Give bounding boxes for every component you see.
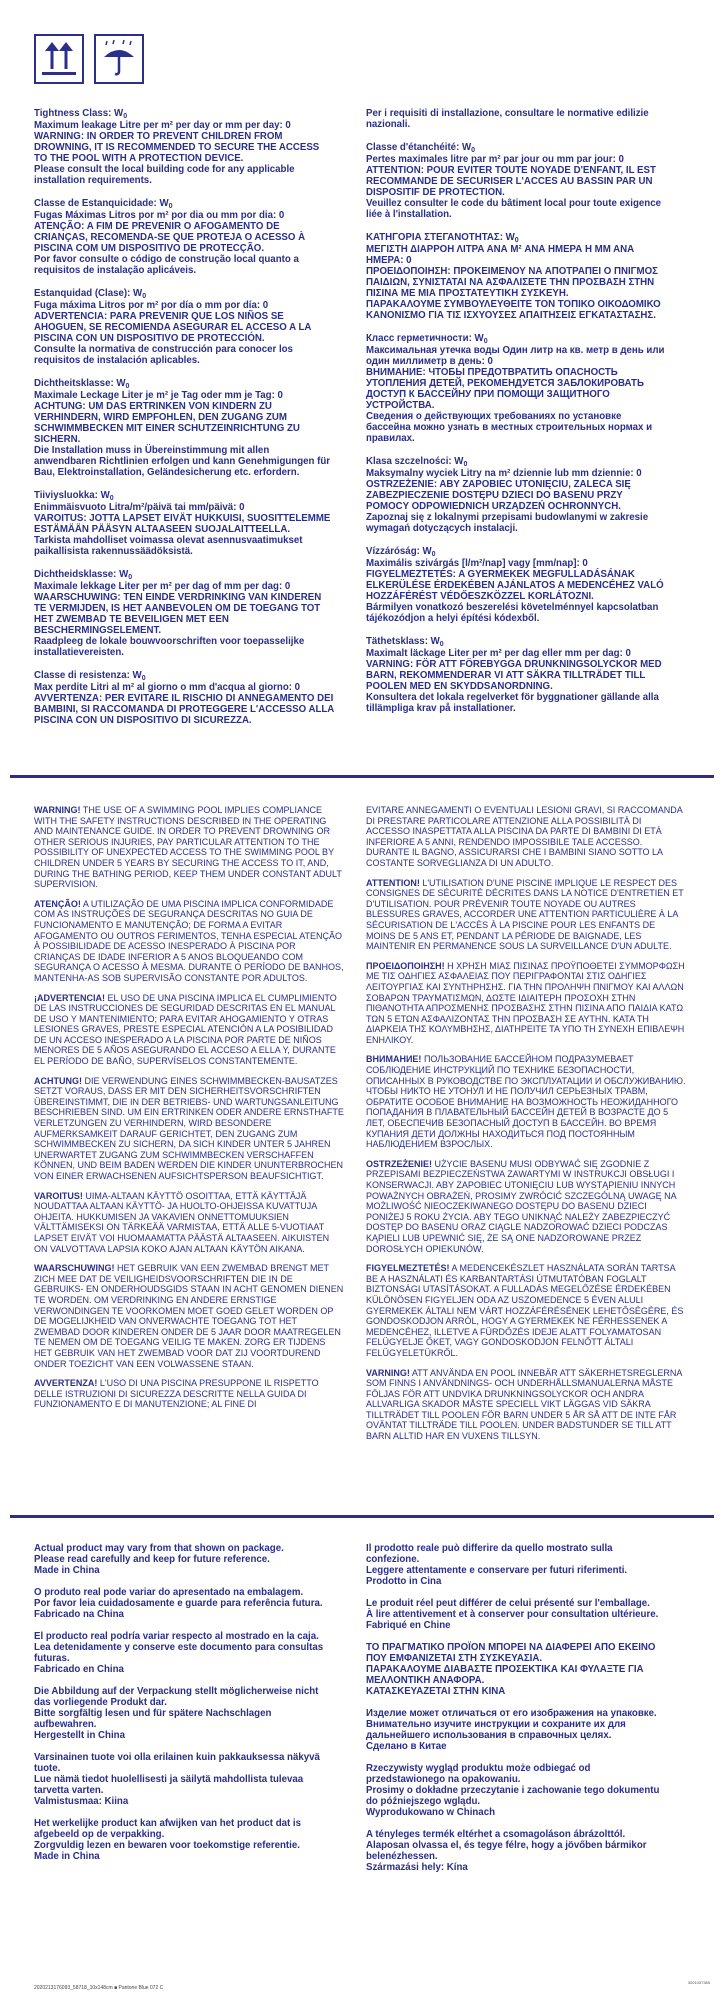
- warning-paragraph: [34, 1263, 344, 1369]
- tightness-class-index: 0: [471, 147, 476, 154]
- warning-lead: FIGYELMEZTETÉS!: [366, 1263, 450, 1274]
- origin-block: [366, 1763, 666, 1818]
- warning-lead: ACHTUNG!: [34, 1075, 82, 1086]
- origin-block: [34, 1752, 334, 1807]
- warning-paragraph: [34, 1378, 344, 1410]
- tightness-class-index: 0: [141, 675, 146, 682]
- tightness-line: Veuillez consulter le code du bâtiment local pour toute exigence liée à l'installation.: [366, 198, 661, 220]
- tightness-block: [34, 490, 334, 557]
- tightness-line: Tarkista mahdolliset voimassa olevat asennusvaatimukset paikallisista rakennussäädöksistä.: [34, 535, 303, 557]
- origin-line: Lue nämä tiedot huolellisesti ja säilytä mahdollista tulevaa tarvetta varten.: [34, 1774, 304, 1796]
- tightness-column-left: [34, 108, 334, 738]
- warning-text: HET GEBRUIK VAN EEN ZWEMBAD BRENGT MET ZICH MEE DAT DE VEILIGHEIDSVOORSCHRIFTEN DIE IN DE GEBRUIKS- EN ONDERHOUDSGIDS STAAN IN ACHT GENOMEN DIENEN TE WORDEN. OM VERDRINKING EN ANDERE ERNSTIGE VERWONDINGEN TE VOORKOMEN MOET GOED GELET WORDEN OP DE MOGELIJKHEID VAN ONVERWACHTE TOEGANG TOT HET ZWEMBAD DOOR KINDEREN ONDER DE 5 JAAR DOOR MAATREGELEN TE NEMEN OM DE TOEGANG VEILIG TE MAKEN. ZORG ER TIJDENS HET GEBRUIK VAN HET ZWEMBAD VOOR DAT ZIJ VOORTDUREND ONDER TOEZICHT VAN EEN VOLWASSENE STAAN.: [34, 1263, 344, 1369]
- tightness-title: [34, 569, 334, 581]
- tightness-line: VARNING: FÖR ATT FÖREBYGGA DRUNKNINGSOLYCKOR MED BARN, REKOMMENDERAR VI ATT SÄKRA TILLTRÄDET TILL POOLEN MED EN SKYDDSANORDNING.: [366, 659, 662, 692]
- origin-block: [366, 1829, 666, 1873]
- tightness-block: [366, 456, 666, 534]
- origin-line: ΠΑΡΑΚΑΛΟΥΜΕ ΔΙΑΒΑΣΤΕ ΠΡΟΣΕΚΤΙΚΑ ΚΑΙ ΦΥΛΑΞΤΕ ΓΙΑ ΜΕΛΛΟΝΤΙΚΗ ΑΝΑΦΟΡΑ.: [366, 1664, 644, 1686]
- tightness-line: ΠΑΡΑΚΑΛΟΥΜΕ ΣΥΜΒΟΥΛΕΥΘΕΙΤΕ ΤΟΝ ΤΟΠΙΚΟ ΟΙΚΟΔΟΜΙΚΟ ΚΑΝΟΝΙΣΜΟ ΓΙΑ ΤΙΣ ΙΣΧΥΟΥΣΕΣ ΑΠΑΙΤΗΣΕΙΣ ΕΓΚΑΤΑΣΤΑΣΗΣ.: [366, 299, 661, 321]
- tightness-block: [34, 569, 334, 658]
- warning-paragraph: [34, 993, 344, 1067]
- tightness-line: Bármilyen vonatkozó beszerelési követelménnyel kapcsolatban tájékozódjon a helyi építési kódexből.: [366, 602, 659, 624]
- tightness-title-text: Classe di resistenza: W: [34, 670, 142, 681]
- warning-text: A UTILIZAÇÃO DE UMA PISCINA IMPLICA CONFORMIDADE COM AS INSTRUÇÕES DE SEGURANÇA DESCRITAS NO GUIA DE FUNCIONAMENTO E MANUTENÇÃO; DE FORMA A EVITAR AFOGAMENTO OU OUTROS FERIMENTOS, TENHA ESPECIAL ATENÇÃO À POSSIBILIDADE DE ACESSO INESPERADO À PISCINA POR CRIANÇAS DE IDADE INFERIOR A 5 ANOS BLOQUEANDO COM SEGURANÇA O ACESSO À MESMA. DURANTE O PERÍODO DE BANHOS, MANTENHA-AS SOB SUPERVISÃO CONSTANTE POR ADULTOS.: [34, 898, 344, 983]
- tightness-title-text: Classe d'étanchéité: W: [366, 142, 472, 153]
- tightness-line: AVVERTENZA: PER EVITARE IL RISCHIO DI ANNEGAMENTO DEI BAMBINI, SI RACCOMANDA DI PROTEGGERE L'ACCESSO ALLA PISCINA CON UN DISPOSITIVO DI SICUREZZA.: [34, 693, 334, 726]
- warning-paragraph: [366, 1159, 686, 1254]
- document-code: 3001057385: [687, 1980, 710, 1985]
- warning-lead: ATENÇÃO!: [34, 898, 81, 909]
- tightness-block: [34, 288, 334, 366]
- tightness-line: VAROITUS: JOTTA LAPSET EIVÄT HUKKUISI, SUOSITTELEMME ESTÄMÄÄN PÄÄSYN ALTAASEEN SUOJALAITTEELLA.: [34, 513, 331, 535]
- warning-text: UŻYCIE BASENU MUSI ODBYWAĆ SIĘ ZGODNIE Z PRZEPISAMI BEZPIECZEŃSTWA ZAWARTYMI W INSTRUKCJI OBSŁUGI I KONSERWACJI. ABY ZAPOBIEC UTONIĘCIU LUB WYSTĄPIENIU INNYCH POWAŻNYCH OBRAŻEŃ, PROSIMY ZWRÓCIĆ SZCZEGÓLNĄ UWAGĘ NA MOŻLIWOŚĆ NIEOCZEKIWANEGO DOSTĘPU DO BASENU DZIECI PONIŻEJ 5 ROKU ŻYCIA. ABY TEGO UNIKNĄĆ NALEŻY ZABEZPIECZYĆ DOSTĘP DO BASENU ORAZ CIĄGLE NADZOROWAĆ DZIECI PODCZAS KĄPIELI LUB UPEWNIĆ SIĘ, ŻE SĄ ONE NADZOROWANE PRZEZ DOROSŁYCH OPIEKUNÓW.: [366, 1158, 677, 1254]
- tightness-line: WARNING: IN ORDER TO PREVENT CHILDREN FROM DROWNING, IT IS RECOMMENDED TO SECURE THE ACCESS TO THE POOL WITH A PROTECTION DEVICE.: [34, 131, 320, 164]
- origin-line: Изделие может отличаться от его изображения на упаковке.: [366, 1708, 657, 1719]
- tightness-line: FIGYELMEZTETÉS: A GYERMEKEK MEGFULLADÁSÁNAK ELKERÜLÉSE ÉRDEKÉBEN AJÁNLATOS A MEDENCÉHEZ VALÓ HOZZÁFÉRÉST VÉDŐESZKÖZZEL KORLÁTOZNI.: [366, 569, 664, 602]
- origin-line: Actual product may vary from that shown on package.: [34, 1543, 284, 1554]
- origin-column-right: [366, 1543, 666, 1884]
- tightness-title: [366, 456, 666, 468]
- tightness-line: OSTRZEŻENIE: ABY ZAPOBIEC UTONIĘCIU, ZALECA SIĘ ZABEZPIECZENIE DOSTĘPU DZIECI DO BASENU PRZY POMOCY ODPOWIEDNICH URZĄDZEŃ OCHRONNYCH.: [366, 479, 631, 512]
- tightness-block: [366, 108, 666, 130]
- tightness-title-text: Класс герметичности: W: [366, 333, 484, 344]
- section-divider: [10, 1515, 714, 1518]
- tightness-class-index: 0: [142, 293, 147, 300]
- origin-line: Fabriqué en Chine: [366, 1620, 451, 1631]
- origin-line: Rzeczywisty wygląd produktu może odbiegać od przedstawionego na opakowaniu.: [366, 1763, 591, 1785]
- warning-text: L'UTILISATION D'UNE PISCINE IMPLIQUE LE RESPECT DES CONSIGNES DE SÉCURITÉ DÉCRITES DANS LA NOTICE D'ENTRETIEN ET D'UTILISATION. POUR PRÉVENIR TOUTE NOYADE OU AUTRES BLESSURES GRAVES, ACCORDER UNE ATTENTION PARTICULIÈRE À LA SÉCURISATION DE L'ACCÈS À LA PISCINE POUR LES ENFANTS DE MOINS DE 5 ANS ET, PENDANT LA PÉRIODE DE BAIGNADE, LES MAINTENIR EN PERMANENCE SOUS LA SURVEILLANCE D'UN ADULTE.: [366, 877, 684, 952]
- tightness-title: [34, 288, 334, 300]
- tightness-block: [34, 378, 334, 478]
- tightness-line: Maximalt läckage Liter per m² per dag eller mm per dag: 0: [366, 648, 631, 659]
- origin-line: Alaposan olvassa el, és tegye félre, hogy a jövőben bármikor belenézhessen.: [366, 1840, 647, 1862]
- warning-text: ПОЛЬЗОВАНИЕ БАССЕЙНОМ ПОДРАЗУМЕВАЕТ СОБЛЮДЕНИЕ ИНСТРУКЦИЙ ПО ТЕХНИКЕ БЕЗОПАСНОСТИ, ОПИСАННЫХ В РУКОВОДСТВЕ ПО ЭКСПЛУАТАЦИИ И ОБСЛУЖИВАНИЮ. ЧТОБЫ НИКТО НЕ УТОНУЛ И НЕ ПОЛУЧИЛ СЕРЬЕЗНЫХ ТРАВМ, ОБРАТИТЕ ОСОБОЕ ВНИМАНИЕ НА ВОЗМОЖНОСТЬ НЕОЖИДАННОГО ПОПАДАНИЯ В ПЛАВАТЕЛЬНЫЙ БАССЕЙН ДЕТЕЙ В ВОЗРАСТЕ ДО 5 ЛЕТ, ОБЕСПЕЧИВ БЕЗОПАСНЫЙ ДОСТУП В БАССЕЙН. ВО ВРЕМЯ КУПАНИЯ ДЕТИ ДОЛЖНЫ НАХОДИТЬСЯ ПОД ПОСТОЯННЫМ НАБЛЮДЕНИЕМ ВЗРОСЛЫХ.: [366, 1054, 686, 1150]
- tightness-line: Konsultera det lokala regelverket för byggnationer gällande alla tillämpliga krav på installationer.: [366, 692, 659, 714]
- tightness-line: ACHTUNG: UM DAS ERTRINKEN VON KINDERN ZU VERHINDERN, WIRD EMPFOHLEN, DEN ZUGANG ZUM SCHWIMMBECKEN MIT EINER SCHUTZEINRICHTUNG ZU SICHERN.: [34, 401, 300, 445]
- warning-paragraph: [34, 899, 344, 984]
- tightness-block: [366, 232, 666, 321]
- tightness-line: Please consult the local building code for any applicable installation requirements.: [34, 164, 295, 186]
- tightness-line: ATENÇÃO: A FIM DE PREVENIR O AFOGAMENTO DE CRIANÇAS, RECOMENDA-SE QUE PROTEJA O ACESSO À PISCINA COM UM DISPOSITIVO DE PROTECÇÃO.: [34, 221, 306, 254]
- section-divider: [10, 775, 714, 778]
- tightness-title: [34, 490, 334, 502]
- warnings-column-left: [34, 805, 344, 1419]
- origin-line: Leggere attentamente e conservare per futuri riferimenti.: [366, 1565, 628, 1576]
- origin-line: O produto real pode variar do apresentado na embalagem.: [34, 1587, 304, 1598]
- warning-paragraph: [34, 1076, 344, 1182]
- tightness-class-index: 0: [123, 113, 128, 120]
- warning-lead: ATTENTION!: [366, 877, 420, 888]
- tightness-line: Fugas Máximas Litros por m² por dia ou mm por dia: 0: [34, 210, 285, 221]
- tightness-block: [34, 108, 334, 186]
- tightness-block: [366, 142, 666, 220]
- origin-block: [366, 1543, 666, 1587]
- tightness-line: Enimmäisvuoto Litra/m²/päivä tai mm/päivä: 0: [34, 502, 245, 513]
- tightness-class-index: 0: [431, 551, 436, 558]
- warning-paragraph: [34, 805, 344, 890]
- tightness-title: [366, 636, 666, 648]
- origin-block: [366, 1708, 666, 1752]
- warning-lead: VARNING!: [366, 1367, 410, 1378]
- warning-lead: WAARSCHUWING!: [34, 1263, 115, 1274]
- origin-block: [34, 1587, 334, 1620]
- print-info: 2020213176093_58718_10x148cm ■ Pantone Blue 072 C: [34, 1985, 164, 1991]
- tightness-line: ΠΡΟΕΙΔΟΠΟΙΗΣΗ: ΠΡΟΚΕΙΜΕΝΟΥ ΝΑ ΑΠΟΤΡΑΠΕΙ Ο ΠΝΙΓΜΟΣ ΠΑΙΔΙΩΝ, ΣΥΝΙΣΤΑΤΑΙ ΝΑ ΑΣΦΑΛΙΣΕΤΕ ΤΗΝ ΠΡΟΣΒΑΣΗ ΣΤΗΝ ΠΙΣΙΝΑ ΜΕ ΜΙΑ ΠΡΟΣΤΑΤΕΥΤΙΚΗ ΣΥΣΚΕΥΗ.: [366, 266, 658, 299]
- tightness-title-text: Vízzáróság: W: [366, 546, 432, 557]
- tightness-title-text: Tightness Class: W: [34, 108, 124, 119]
- warning-paragraph: [366, 1054, 686, 1149]
- origin-line: Prodotto in Cina: [366, 1576, 442, 1587]
- warning-paragraph: [366, 961, 686, 1046]
- tightness-title: [34, 198, 334, 210]
- tightness-block: [366, 546, 666, 624]
- warning-lead: OSTRZEŻENIE!: [366, 1158, 433, 1169]
- tightness-line: Maximale Leckage Liter je m² je Tag oder mm je Tag: 0: [34, 390, 283, 401]
- warning-text: THE USE OF A SWIMMING POOL IMPLIES COMPLIANCE WITH THE SAFETY INSTRUCTIONS DESCRIBED IN THE OPERATING AND MAINTENANCE GUIDE. IN ORDER TO PREVENT DROWNING OR OTHER SERIOUS INJURIES, PAY PARTICULAR ATTENTION TO THE POSSIBILITY OF UNEXPECTED ACCESS TO THE SWIMMING POOL BY CHILDREN UNDER 5 YEARS BY SECURING THE ACCESS TO IT, AND, DURING THE BATHING PERIOD, KEEP THEM UNDER CONSTANT ADULT SUPERVISION.: [34, 805, 342, 890]
- origin-line: Fabricado en China: [34, 1664, 124, 1675]
- tightness-line: Maximális szivárgás [l/m²/nap] vagy [mm/nap]: 0: [366, 558, 588, 569]
- tightness-line: Pertes maximales litre par m² par jour ou mm par jour: 0: [366, 154, 624, 165]
- origin-block: [34, 1686, 334, 1741]
- tightness-line: Consulte la normativa de construcción para conocer los requisitos de instalación aplicables.: [34, 344, 293, 366]
- tightness-title-text: Estanquidad (Clase): W: [34, 288, 143, 299]
- tightness-line: Zapoznaj się z lokalnymi przepisami budowlanymi w zakresie wymagań dotyczących instalacji.: [366, 512, 649, 534]
- warning-paragraph: [366, 878, 686, 952]
- tightness-line: ADVERTENCIA: PARA PREVENIR QUE LOS NIÑOS SE AHOGUEN, SE RECOMIENDA ASEGURAR EL ACCESO A LA PISCINA CON UN DISPOSITIVO DE PROTECCIÓN.: [34, 311, 312, 344]
- origin-line: Le produit réel peut différer de celui présenté sur l'emballage.: [366, 1598, 650, 1609]
- tightness-title: [366, 232, 666, 244]
- tightness-class-index: 0: [125, 383, 130, 390]
- origin-line: Fabricado na China: [34, 1609, 124, 1620]
- warning-text: EL USO DE UNA PISCINA IMPLICA EL CUMPLIMIENTO DE LAS INSTRUCCIONES DE SEGURIDAD DESCRITAS EN EL MANUAL DE USO Y MANTENIMIENTO; PARA EVITAR AHOGAMIENTO Y OTRAS LESIONES GRAVES, PRESTE ESPECIAL ATENCIÓN A LA POSIBILIDAD DE UN ACCESO INESPERADO A LA PISCINA POR PARTE DE NIÑOS MENORES DE 5 AÑOS ASEGURANDO EL ACCESO A ELLA Y, DURANTE EL PERÍODO DE BAÑO, SUPERVÍSELOS CONSTANTEMENTE.: [34, 992, 337, 1067]
- tightness-class-index: 0: [109, 495, 114, 502]
- tightness-title: [366, 142, 666, 154]
- origin-line: A tényleges termék eltérhet a csomagoláson ábrázolttól.: [366, 1829, 626, 1840]
- tightness-line: Per i requisiti di installazione, consultare le normative edilizie nazionali.: [366, 108, 649, 130]
- tightness-title-text: Dichtheitsklasse: W: [34, 378, 126, 389]
- warning-lead: ΠΡΟΕΙΔΟΠΟΙΗΣΗ!: [366, 960, 445, 971]
- origin-line: Het werkelijke product kan afwijken van het product dat is afgebeeld op de verpakking.: [34, 1818, 302, 1840]
- origin-line: Lea detenidamente y conserve este documento para consultas futuras.: [34, 1642, 324, 1664]
- warning-paragraph: [366, 1368, 686, 1442]
- this-side-up-arrows-icon: [34, 34, 84, 84]
- warning-lead: VAROITUS!: [34, 1190, 83, 1201]
- origin-line: ΚΑΤΑΣΚΕΥΑΖΕΤΑΙ ΣΤΗΝ ΚΙΝΑ: [366, 1686, 506, 1697]
- tightness-line: ΜΕΓΙΣΤΗ ΔΙΑΡΡΟΗ ΛΙΤΡΑ ΑΝΑ M² ΑΝΑ ΗΜΕΡΑ Η ΜΜ ΑΝΑ ΗΜΕΡΑ: 0: [366, 244, 635, 266]
- warning-text: ATT ANVÄNDA EN POOL INNEBÄR ATT SÄKERHETSREGLERNA SOM FINNS I ANVÄNDNINGS- OCH UNDERHÅLLSMANUALERNA MÅSTE FÖLJAS FÖR ATT UNDVIKA DRUNKNINGSOLYCKOR OCH ANDRA ALLVARLIGA SKADOR MÅSTE SPECIELL VIKT LÄGGAS VID SÄKRA TILLTRÄDET TILL POOLEN FÖR BARN UNDER 5 ÅR SÅ ATT DE INTE FÅR OVÄNTAT TILLTRÄDE TILL POOLEN. UNDER BADSTUNDER SE TILL ATT BARN ALLTID HAR EN VUXENS TILLSYN.: [366, 1367, 682, 1442]
- tightness-title-text: Classe de Estanquicidade: W: [34, 198, 169, 209]
- tightness-title-text: ΚΑΤΗΓΟΡΙΑ ΣΤΕΓΑΝΟΤΗΤΑΣ: W: [366, 232, 515, 243]
- tightness-line: Maximale lekkage Liter per m² per dag of mm per dag: 0: [34, 581, 291, 592]
- warning-paragraph: [34, 1191, 344, 1255]
- handling-icons: [34, 34, 144, 84]
- origin-line: Сделано в Китае: [366, 1741, 447, 1752]
- origin-line: Внимательно изучите инструкции и сохраните их для дальнейшего использования в справочных целях.: [366, 1719, 626, 1741]
- warning-text: EVITARE ANNEGAMENTI O EVENTUALI LESIONI GRAVI, SI RACCOMANDA DI PRESTARE PARTICOLARE ATTENZIONE ALLA POSSIBILITÀ DI ACCESSO INASPETTATA ALLA PISCINA DA PARTE DI BAMBINI DI ETÀ INFERIORE A 5 ANNI, RENDENDO IMPOSSIBILE TALE ACCESSO. DURANTE IL BAGNO, ASSICURARSI CHE I BAMBINI SIANO SOTTO LA COSTANTE SORVEGLIANZA DI UN ADULTO.: [366, 805, 683, 868]
- tightness-line: Maksymalny wyciek Litry na m² dziennie lub mm dziennie: 0: [366, 468, 642, 479]
- tightness-block: [34, 670, 334, 726]
- tightness-line: Fuga máxima Litros por m² por día o mm por día: 0: [34, 300, 269, 311]
- origin-line: Bitte sorgfältig lesen und für spätere Nachschlagen aufbewahren.: [34, 1708, 272, 1730]
- origin-line: Származási hely: Kína: [366, 1862, 468, 1873]
- origin-block: [34, 1818, 334, 1862]
- tightness-title: [34, 378, 334, 390]
- warning-text: L'USO DI UNA PISCINA PRESUPPONE IL RISPETTO DELLE ISTRUZIONI DI SICUREZZA DESCRITTE NELLA GUIDA DI FUNZIONAMENTO E DI MANUTENZIONE; AL FINE DI: [34, 1378, 319, 1410]
- origin-line: Por favor leia cuidadosamente e guarde para referência futura.: [34, 1598, 323, 1609]
- tightness-line: ВНИМАНИЕ: ЧТОБЫ ПРЕДОТВРАТИТЬ ОПАСНОСТЬ УТОПЛЕНИЯ ДЕТЕЙ, РЕКОМЕНДУЕТСЯ ЗАБЛОКИРОВАТЬ ДОСТУП К БАССЕЙНУ ПРИ ПОМОЩИ ЗАЩИТНОГО УСТРОЙСТВА.: [366, 367, 644, 411]
- origin-line: Made in China: [34, 1851, 100, 1862]
- tightness-class-index: 0: [439, 641, 444, 648]
- tightness-title-text: Dichtheidsklasse: W: [34, 569, 129, 580]
- origin-line: Wyprodukowano w Chinach: [366, 1807, 495, 1818]
- tightness-line: ATTENTION: POUR EVITER TOUTE NOYADE D'ENFANT, IL EST RECOMMANDE DE SECURISER L'ACCES AU BASSIN PAR UN DISPOSITIF DE PROTECTION.: [366, 165, 656, 198]
- warning-paragraph: [366, 1263, 686, 1358]
- tightness-title: [366, 333, 666, 345]
- tightness-title-text: Klasa szczelności: W: [366, 456, 464, 467]
- origin-line: ΤΟ ΠΡΑΓΜΑΤΙΚΟ ΠΡΟΪΟΝ ΜΠΟΡΕΙ ΝΑ ΔΙΑΦΕΡΕΙ ΑΠΟ ΕΚΕΙΝΟ ΠΟΥ ΕΜΦΑΝΙΖΕΤΑΙ ΣΤΗ ΣΥΣΚΕΥΑΣΙΑ.: [366, 1642, 656, 1664]
- tightness-title: [34, 108, 334, 120]
- tightness-class-index: 0: [128, 574, 133, 581]
- tightness-class-index: 0: [483, 338, 488, 345]
- tightness-line: Die Installation muss in Übereinstimmung mit allen anwendbaren Richtlinien erfolgen und kann Genehmigungen für Bau, Elektroinstallation, Geländesicherung etc. erfordern.: [34, 445, 331, 478]
- tightness-class-index: 0: [514, 237, 519, 244]
- tightness-block: [366, 333, 666, 444]
- tightness-line: Сведения о действующих требованиях по установке бассейна можно узнать в местных строительных нормах и правилах.: [366, 411, 653, 444]
- origin-line: Il prodotto reale può differire da quello mostrato sulla confezione.: [366, 1543, 613, 1565]
- origin-block: [34, 1543, 334, 1576]
- tightness-block: [366, 636, 666, 714]
- warning-text: Η ΧΡΗΣΗ ΜΙΑΣ ΠΙΣΙΝΑΣ ΠΡΟΫΠΟΘΕΤΕΙ ΣΥΜΜΟΡΦΩΣΗ ΜΕ ΤΙΣ ΟΔΗΓΙΕΣ ΑΣΦΑΛΕΙΑΣ ΠΟΥ ΠΕΡΙΓΡΑΦΟΝΤΑΙ ΣΤΙΣ ΟΔΗΓΙΕΣ ΛΕΙΤΟΥΡΓΙΑΣ ΚΑΙ ΣΥΝΤΗΡΗΣΗΣ. ΓΙΑ ΤΗΝ ΠΡΟΛΗΨΗ ΠΝΙΓΜΟΥ ΚΑΙ ΑΛΛΩΝ ΣΟΒΑΡΩΝ ΤΡΑΥΜΑΤΙΣΜΩΝ, ΔΩΣΤΕ ΙΔΙΑΙΤΕΡΗ ΠΡΟΣΟΧΗ ΣΤΗΝ ΠΙΘΑΝΟΤΗΤΑ ΑΠΡΟΣΜΕΝΗΣ ΠΡΟΣΒΑΣΗΣ ΣΤΗΝ ΠΙΣΙΝΑ ΑΠΟ ΠΑΙΔΙΑ ΚΑΤΩ ΤΩΝ 5 ΕΤΩΝ ΑΣΦΑΛΙΖΟΝΤΑΣ ΤΗΝ ΠΡΟΣΒΑΣΗ ΣΕ ΑΥΤΗΝ. ΚΑΤΑ ΤΗ ΔΙΑΡΚΕΙΑ ΤΗΣ ΚΟΛΥΜΒΗΣΗΣ, ΔΙΑΤΗΡΕΙΤΕ ΤΑ ΥΠΟ ΤΗ ΣΥΝΕΧΗ ΕΠΙΒΛΕΨΗ ΕΝΗΛΙΚΟΥ.: [366, 960, 685, 1045]
- origin-line: Zorgvuldig lezen en bewaren voor toekomstige referentie.: [34, 1840, 300, 1851]
- origin-column-left: [34, 1543, 334, 1873]
- warning-lead: ¡ADVERTENCIA!: [34, 992, 105, 1003]
- origin-line: À lire attentivement et à conserver pour consultation ultérieure.: [366, 1609, 659, 1620]
- origin-block: [366, 1642, 666, 1697]
- warning-lead: ВНИМАНИЕ!: [366, 1054, 422, 1065]
- tightness-class-index: 0: [463, 461, 468, 468]
- tightness-line: Maximum leakage Litre per m² per day or mm per day: 0: [34, 120, 291, 131]
- warning-text: A MEDENCEKÉSZLET HASZNÁLATA SORÁN TARTSA BE A HASZNÁLATI ÉS KARBANTARTÁSI ÚTMUTATÓBAN FOGLALT BIZTONSÁGI UTASÍTÁSOKAT. A FULLADÁS MEGELŐZÉSE ÉRDEKÉBEN KÜLÖNÖSEN FIGYELJEN ODA AZ USZOMEDENCE 5 ÉVEN ALULI GYERMEKEK ÁLTALI NEM VÁRT HOZZÁFÉRÉSÉNEK LEHETŐSÉGÉRE, ÉS GONDOSKODJON ARRÓL, HOGY A GYERMEKEK NE FÉRHESSENEK A MEDENCÉHEZ, ILLETVE A FÜRDŐZÉS IDEJE ALATT FOLYAMATOSAN FELÜGYELJE ŐKET, VAGY GONDOSKODJON FELNŐTT ÁLTALI FELÜGYELETÜKRŐL.: [366, 1263, 684, 1358]
- warning-paragraph: [366, 805, 686, 869]
- origin-line: Die Abbildung auf der Verpackung stellt möglicherweise nicht das vorliegende Produkt dar.: [34, 1686, 319, 1708]
- tightness-class-index: 0: [168, 203, 173, 210]
- keep-dry-umbrella-icon: [94, 34, 144, 84]
- origin-line: Valmistusmaa: Kiina: [34, 1796, 129, 1807]
- origin-line: Hergestellt in China: [34, 1730, 125, 1741]
- tightness-block: [34, 198, 334, 276]
- origin-line: El producto real podría variar respecto al mostrado en la caja.: [34, 1631, 319, 1642]
- tightness-line: Максимальная утечка воды Один литр на кв. метр в день или один миллиметр в день: 0: [366, 345, 665, 367]
- origin-block: [366, 1598, 666, 1631]
- warning-text: UIMA-ALTAAN KÄYTTÖ OSOITTAA, ETTÄ KÄYTTÄJÄ NOUDATTAA ALTAAN KÄYTTÖ- JA HUOLTO-OHJEISSA KUVATTUJA OHJEITA. HUKKUMISEN JA VAKAVIEN ONNETTOMUUKSIEN VÄLTTÄMISEKSI ON TÄRKEÄÄ VARMISTAA, ETTÄ ALLE 5-VUOTIAAT LAPSET EIVÄT VOI HUOMAAMATTA PÄÄSTÄ ALTAASEEN. AIKUISTEN ON VALVOTTAVA LAPSIA KOKO AJAN ALTAAN KÄYTÖN AIKANA.: [34, 1190, 330, 1254]
- tightness-title-text: Tiiviysluokka: W: [34, 490, 110, 501]
- warnings-column-right: [366, 805, 686, 1451]
- tightness-title: [34, 670, 334, 682]
- origin-line: Made in China: [34, 1565, 100, 1576]
- warning-text: DIE VERWENDUNG EINES SCHWIMMBECKEN-BAUSATZES SETZT VORAUS, DASS ER MIT DEN SICHERHEITSVORSCHRIFTEN ÜBEREINSTIMMT, DIE IN DER BETRIEBS- UND WARTUNGSANLEITUNG BESCHRIEBEN SIND. UM EIN ERTRINKEN ODER ANDERE ERNSTHAFTE VERLETZUNGEN ZU VERHINDERN, WIRD BESONDERE AUFMERKSAMKEIT DARAUF GERICHTET, DEN ZUGANG ZUM SCHWIMMBECKEN ZU SICHERN, DA SICH KINDER UNTER 5 JAHREN UNERWARTET ZUGANG ZUM SCHWIMMBECKEN VERSCHAFFEN KÖNNEN, UND BEIM BADEN WERDEN DIE KINDER UNUNTERBROCHEN VON EINER ERWACHSENEN AUFSICHTSPERSON BEAUFSICHTIGT.: [34, 1075, 344, 1181]
- origin-line: Varsinainen tuote voi olla erilainen kuin pakkauksessa näkyvä tuote.: [34, 1752, 320, 1774]
- origin-line: Prosimy o dokładne przeczytanie i zachowanie tego dokumentu do późniejszego wglądu.: [366, 1785, 660, 1807]
- tightness-column-right: [366, 108, 666, 726]
- warning-lead: WARNING!: [34, 805, 81, 815]
- tightness-line: Raadpleeg de lokale bouwvoorschriften voor toepasselijke installatievereisten.: [34, 636, 305, 658]
- warning-lead: AVVERTENZA!: [34, 1378, 98, 1389]
- origin-block: [34, 1631, 334, 1675]
- tightness-line: Por favor consulte o código de construção local quanto a requisitos de instalação aplicáveis.: [34, 254, 299, 276]
- tightness-title-text: Täthetsklass: W: [366, 636, 440, 647]
- tightness-title: [366, 546, 666, 558]
- tightness-line: Max perdite Litri al m² al giorno o mm d'acqua al giorno: 0: [34, 682, 301, 693]
- tightness-line: WAARSCHUWING: TEN EINDE VERDRINKING VAN KINDEREN TE VERMIJDEN, IS HET AANBEVOLEN OM DE TOEGANG TOT HET ZWEMBAD TE BEVEILIGEN MET EEN BESCHERMINGSELEMENT.: [34, 592, 322, 636]
- origin-line: Please read carefully and keep for future reference.: [34, 1554, 270, 1565]
